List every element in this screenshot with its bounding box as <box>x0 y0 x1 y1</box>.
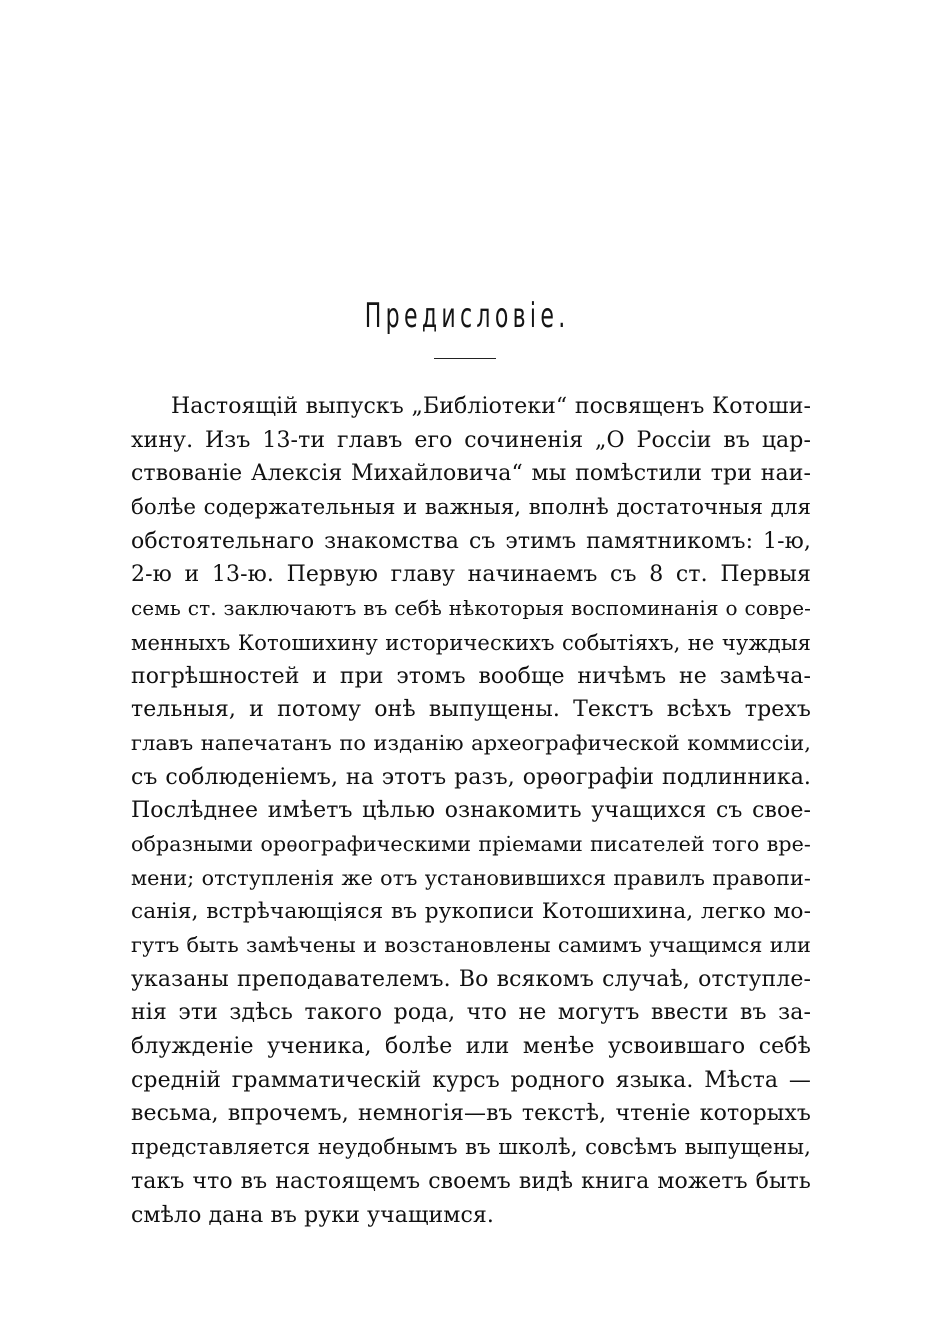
text-line: гутъ быть замѣчены и возстановлены самимъ учащимся или <box>131 933 811 957</box>
text-line: хину. Изъ 13-ти главъ его сочиненія „О Россіи въ цар- <box>131 427 811 453</box>
text-line: семь ст. заключаютъ въ себѣ нѣкоторыя воспоминанія о совре- <box>131 596 811 621</box>
text-line: 2-ю и 13-ю. Первую главу начинаемъ съ 8 ст. Первыя <box>131 562 811 588</box>
text-line: ствованіе Алексія Михайловича“ мы помѣстили три наи- <box>131 461 811 487</box>
text-line: санія, встрѣчающіяся въ рукописи Котошихина, легко мо- <box>131 899 811 925</box>
text-line: весьма, впрочемъ, немногія—въ текстѣ, чтеніе которыхъ <box>131 1101 811 1127</box>
text-line: Послѣднее имѣетъ цѣлью ознакомить учащихся съ свое- <box>131 798 811 824</box>
preface-paragraph <box>131 390 811 1232</box>
text-line: тельныя, и потому онѣ выпущены. Текстъ всѣхъ трехъ <box>131 697 811 723</box>
text-line: съ соблюденіемъ, на этотъ разъ, орѳографіи подлинника. <box>131 764 811 790</box>
text-line: менныхъ Котошихину историческихъ событіяхъ, не чуждыя <box>131 629 811 655</box>
text-line: указаны преподавателемъ. Во всякомъ случаѣ, отступле- <box>131 966 811 992</box>
page-title: Предисловіе. <box>364 296 570 336</box>
text-line: средній грамматическій курсъ родного языка. Мѣста — <box>131 1067 811 1093</box>
text-line: блужденіе ученика, болѣе или менѣе усвоившаго себѣ <box>131 1034 811 1060</box>
text-line: обстоятельнаго знакомства съ этимъ памятникомъ: 1-ю, <box>131 528 811 554</box>
text-line: нія эти здѣсь такого рода, что не могутъ ввести въ за- <box>131 1000 811 1026</box>
text-line: представляется неудобнымъ въ школѣ, совсѣмъ выпущены, <box>131 1135 811 1161</box>
title-divider <box>434 358 496 359</box>
text-line: главъ напечатанъ по изданію археографической коммиссіи, <box>131 730 811 755</box>
text-line: погрѣшностей и при этомъ вообще ничѣмъ не замѣча- <box>131 663 811 689</box>
text-line: смѣло дана въ руки учащимся. <box>131 1202 494 1228</box>
text-line: такъ что въ настоящемъ своемъ видѣ книга можетъ быть <box>131 1168 811 1194</box>
text-line: образными орѳографическими пріемами писателей того вре- <box>131 831 811 856</box>
text-line: болѣе содержательныя и важныя, вполнѣ достаточныя для <box>131 495 811 521</box>
text-line: мени; отступленія же отъ установившихся правилъ правопи- <box>131 865 811 890</box>
text-line: Настоящій выпускъ „Библіотеки“ посвященъ Котоши- <box>171 394 811 419</box>
